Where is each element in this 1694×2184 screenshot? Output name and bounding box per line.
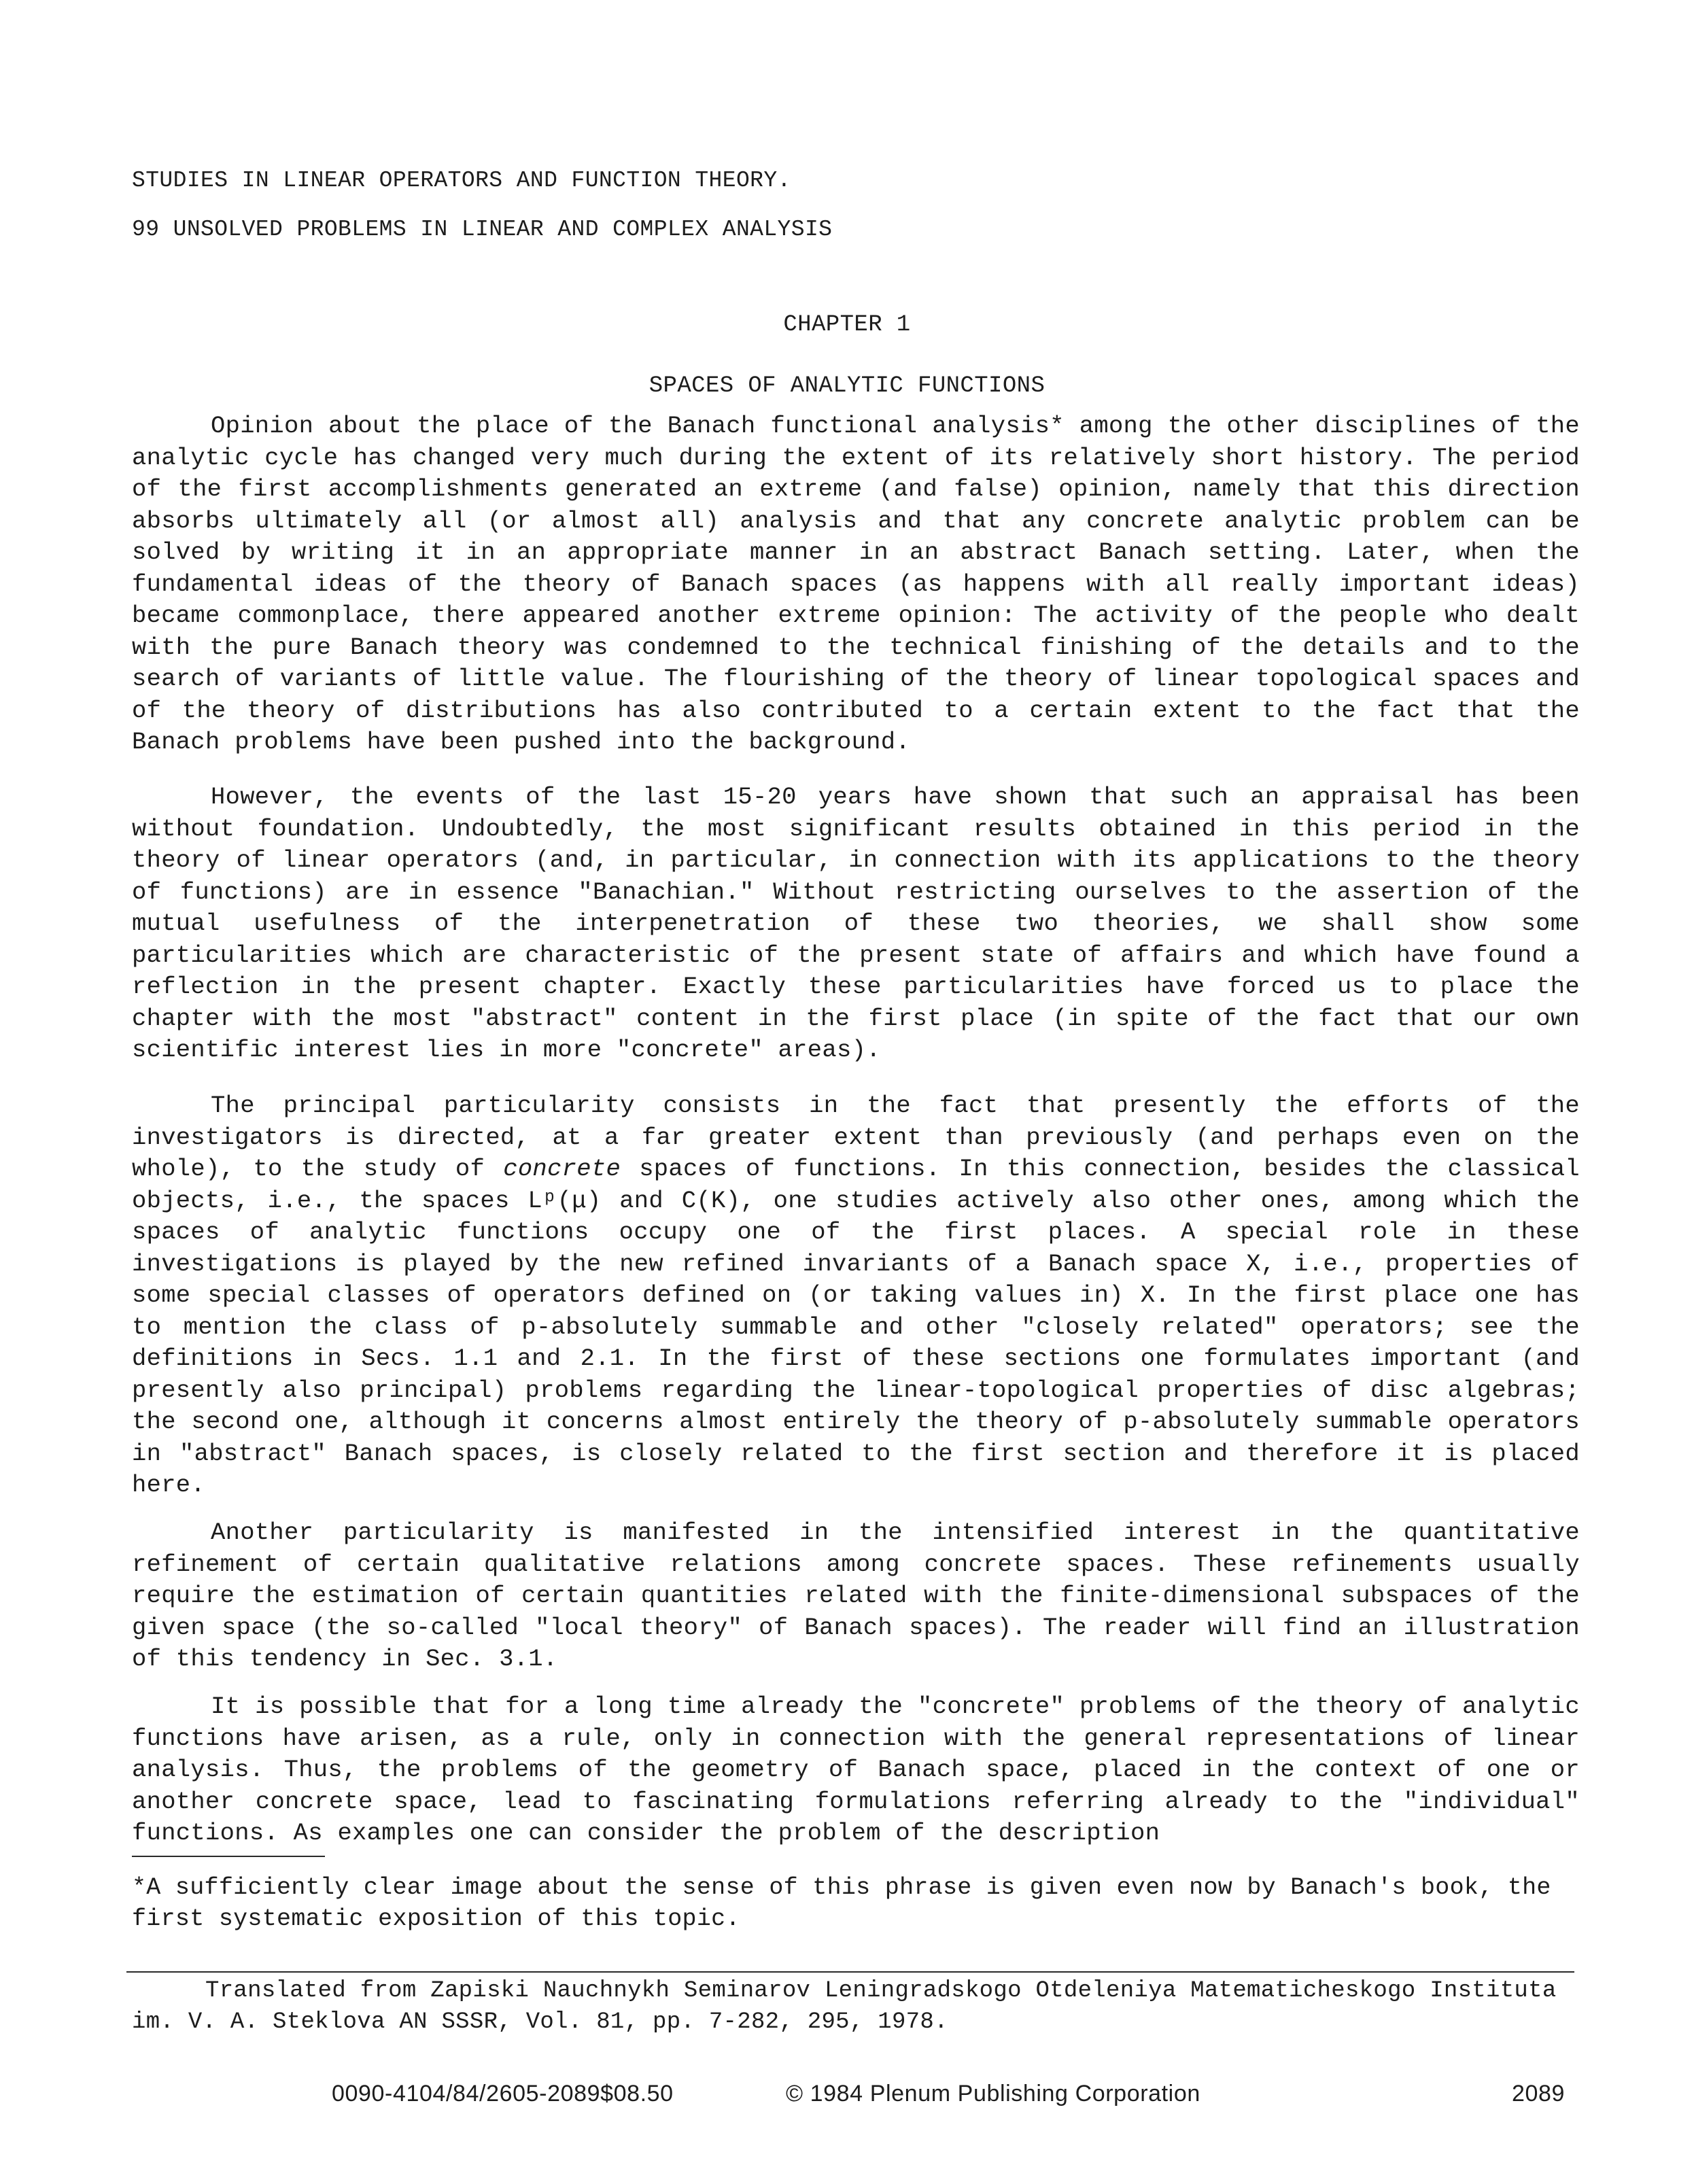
translation-divider xyxy=(126,1971,1574,1973)
copyright-line xyxy=(786,2080,1200,2107)
body-paragraph-3 xyxy=(132,1090,1580,1502)
copyright-text: 1984 Plenum Publishing Corporation xyxy=(810,2081,1200,2107)
chapter-title: SPACES OF ANALYTIC FUNCTIONS xyxy=(649,373,1045,399)
book-title: 99 UNSOLVED PROBLEMS IN LINEAR AND COMPLEX ANALYSIS xyxy=(132,217,833,242)
footnote-divider xyxy=(132,1856,325,1857)
translation-note: Translated from Zapiski Nauchnykh Seminarov Leningradskogo Otdeleniya Matematicheskogo Instituta im. V. A. Steklova AN SSSR, Vol. 81, pp. 7-282, 295, 1978. xyxy=(132,1978,1557,2035)
paragraph-3-emphasis: concrete xyxy=(503,1155,621,1183)
paragraph-3-text-a: The principal particularity consists in the fact that presently the efforts of the investigators is directed, at a far greater extent than previously (and perhaps even on the whole), to the study of xyxy=(132,1092,1580,1183)
page-number: 2089 xyxy=(1512,2081,1566,2107)
body-paragraph-5: It is possible that for a long time already the "concrete" problems of the theory of analytic functions have arisen, as a rule, only in connection with the general representations of linear analysis. Thus, the problems of the geometry of Banach space, placed in the context of one or another concrete space, lead to fascinating formulations referring already to the "individual" functions. As examples one can consider the problem of the description xyxy=(132,1693,1580,1847)
footnote: *A sufficiently clear image about the sense of this phrase is given even now by Banach's book, the first systematic exposition of this topic. xyxy=(132,1874,1551,1932)
body-paragraph-4: Another particularity is manifested in the intensified interest in the quantitative refinement of certain qualitative relations among concrete spaces. These refinements usually require the estimation of certain quantities related with the finite-dimensional subspaces of the given space (the so-called "local theory" of Banach spaces). The reader will find an illustration of this tendency in Sec. 3.1. xyxy=(132,1519,1580,1673)
publication-code: 0090-4104/84/2605-2089$08.50 xyxy=(332,2081,674,2107)
copyright-symbol: © xyxy=(786,2081,803,2107)
paragraph-3-text-b: spaces of functions. In this connection, besides the classical objects, i.e., the spaces Lᵖ(μ) and C(K), one studies actively also other ones, among which the spaces of analytic functions occupy one of the first places. A special role in these investigations is played by the new refined invariants of a Banach space X, i.e., properties of some special classes of operators defined on (or taking values in) X. In the first place one has to mention the class of p-absolutely summable and other "closely related" operators; see the definitions in Secs. 1.1 and 2.1. In the first of these sections one formulates important (and presently also principal) problems regarding the linear-topological properties of disc algebras; the second one, although it concerns almost entirely the theory of p-absolutely summable operators in "abstract" Banach spaces, is closely related to the first section and therefore it is placed here. xyxy=(132,1155,1580,1499)
series-title: STUDIES IN LINEAR OPERATORS AND FUNCTION THEORY. xyxy=(132,168,791,193)
body-paragraph-2: However, the events of the last 15-20 years have shown that such an appraisal has been without foundation. Undoubtedly, the most significant results obtained in this period in the theory of linear operators (and, in particular, in connection with its applications to the theory of functions) are in essence "Banachian." Without restricting ourselves to the assertion of the mutual usefulness of the interpenetration of these two theories, we shall show some particularities which are characteristic of the present state of affairs and which have found a reflection in the present chapter. Exactly these particularities have forced us to place the chapter with the most "abstract" content in the first place (in spite of the fact that our own scientific interest lies in more "concrete" areas). xyxy=(132,783,1580,1064)
chapter-number: CHAPTER 1 xyxy=(783,312,911,338)
body-paragraph-1: Opinion about the place of the Banach functional analysis* among the other disciplines of the analytic cycle has changed very much during the extent of its relatively short history. The period of the first accomplishments generated an extreme (and false) opinion, namely that this direction absorbs ultimately all (or almost all) analysis and that any concrete analytic problem can be solved by writing it in an appropriate manner in an abstract Banach setting. Later, when the fundamental ideas of the theory of Banach spaces (as happens with all really important ideas) became commonplace, there appeared another extreme opinion: The activity of the people who dealt with the pure Banach theory was condemned to the technical finishing of the details and to the search of variants of little value. The flourishing of the theory of linear topological spaces and of the theory of distributions has also contributed to a certain extent to the fact that the Banach problems have been pushed into the background. xyxy=(132,412,1580,756)
